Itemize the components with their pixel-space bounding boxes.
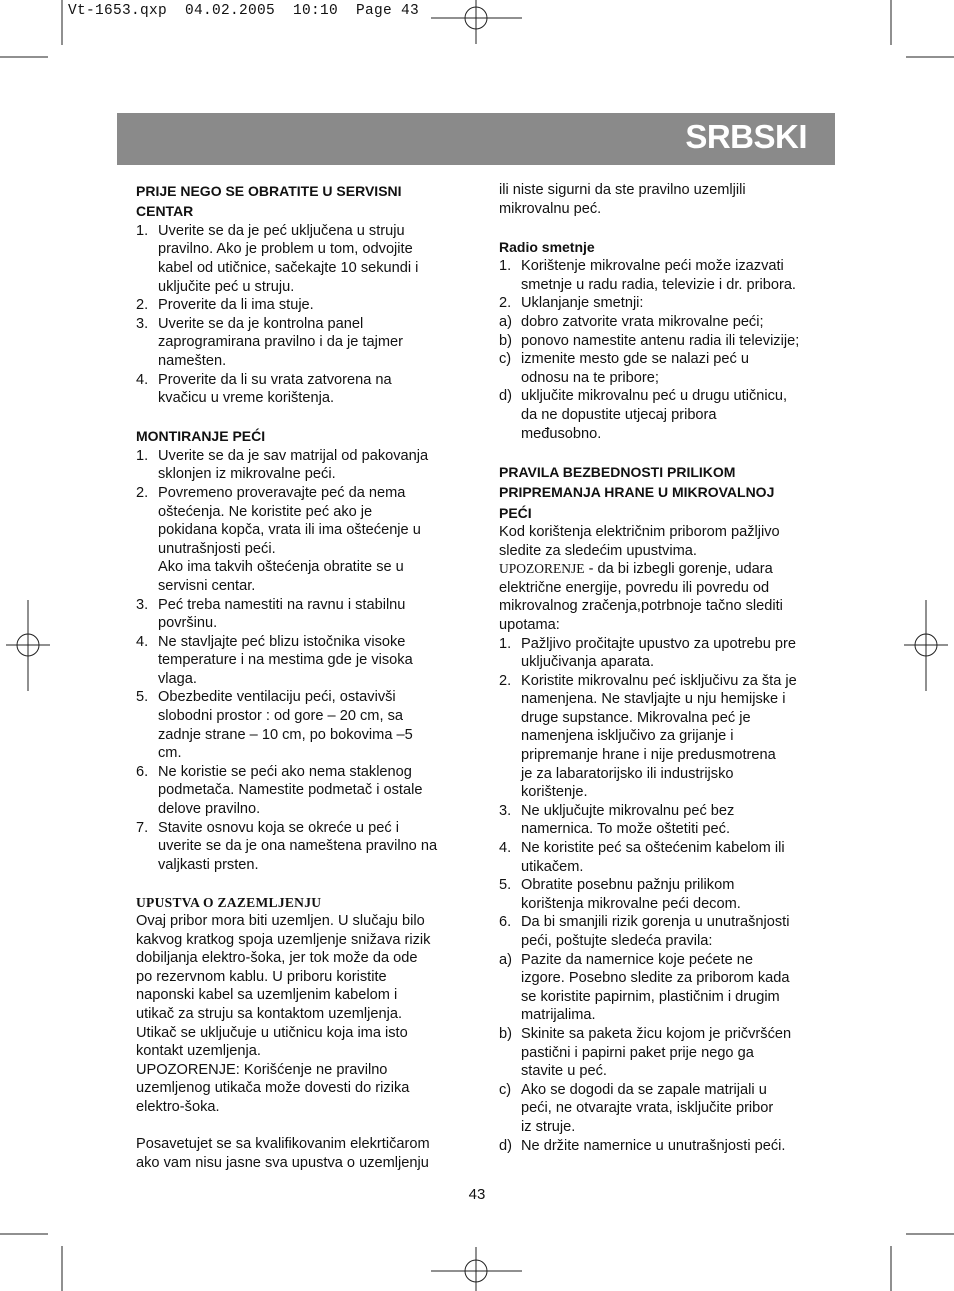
list-item-line: Skinite sa paketa žicu kojom je pričvršćen xyxy=(521,1025,792,1042)
list-item xyxy=(136,596,458,633)
text-line: Posavetujet se sa kvalifikovanim elekrtičarom xyxy=(136,1136,430,1153)
text-line: elektro-šoka. xyxy=(136,1098,220,1115)
list-item xyxy=(499,913,821,950)
list-item-line: Uklanjanje smetnji: xyxy=(521,295,644,312)
list-item-line: Ne koristie se peći ako nema staklenog xyxy=(158,763,412,780)
text-line: naponski kabel sa uzemljenim kabelom i xyxy=(136,987,398,1004)
list-item-line: sklonjen iz mikrovalne peći. xyxy=(158,466,336,483)
list-item-line: Obezbedite ventilaciju peći, ostavivši xyxy=(158,689,396,706)
list-item-line: pravilno. Ako je problem u tom, odvojite xyxy=(158,241,413,258)
list-item-line: Ako se dogodi da se zapale matrijali u xyxy=(521,1081,767,1098)
list-item-line: međusobno. xyxy=(521,425,602,442)
list-item-number: 3. xyxy=(499,802,512,819)
text-line: kakvog kratkog spoja uzemljenje snižava rizik xyxy=(136,931,431,948)
list-item xyxy=(499,294,821,313)
list-item xyxy=(136,688,458,762)
list-item-line: delove pravilno. xyxy=(158,801,261,818)
list-item xyxy=(499,257,821,294)
list-item-line: Proverite da li su vrata zatvorena na xyxy=(158,371,392,388)
list-item-text xyxy=(521,257,821,294)
text-line: ako vam nisu jasne sva upustva o uzemljenju xyxy=(136,1154,429,1171)
list-item-number: 4. xyxy=(136,371,149,388)
section-title-safety: PRAVILA BEZBEDNOSTI PRILIKOM PRIPREMANJA HRANE U MIKROVALNOJ PEĆI xyxy=(499,463,775,521)
list-item-line: Uverite se da je sav matrijal od pakovanja xyxy=(158,447,429,464)
list-item xyxy=(499,876,821,913)
list-item-text xyxy=(521,387,821,443)
safety-warning-lines xyxy=(499,579,821,635)
text-line: dobiljanja elektro-šoka, jer tok može da ode xyxy=(136,950,418,967)
list-item-line: Uverite se da je peć uključena u struju xyxy=(158,222,405,239)
list-item-line: Uverite se da je kontrolna panel xyxy=(158,315,364,332)
list-item-line: namenjena. Ne stavljajte u nju hemijske i xyxy=(521,691,786,708)
text-line: upotama: xyxy=(499,616,560,633)
text-line: mikrovalnog zračenja,potrbnoje tačno slediti xyxy=(499,598,783,615)
list-item-text xyxy=(521,839,821,876)
list-item-line: podmetača. Namestite podmetač i ostale xyxy=(158,782,423,799)
list-item-number: 6. xyxy=(136,763,149,780)
list-item-line: namešten. xyxy=(158,352,227,369)
list-item-number: 7. xyxy=(136,819,149,836)
text-line: ili niste sigurni da ste pravilno uzemljili xyxy=(499,182,746,198)
list-item-line: površinu. xyxy=(158,615,218,632)
list-item-number: 2. xyxy=(499,295,512,312)
printer-slug: Vt-1653.qxp 04.02.2005 10:10 Page 43 xyxy=(68,3,420,19)
list-item xyxy=(499,350,821,387)
list-item-line: uključivanja aparata. xyxy=(521,654,655,671)
list-item-line: korištenje. xyxy=(521,784,588,801)
list-item-line: peći, poštujte sledeća pravila: xyxy=(521,933,713,949)
text-line: UPOZORENJE: Korišćenje ne pravilno xyxy=(136,1061,388,1078)
warning-text: - da bi izbegli gorenje, udara xyxy=(584,561,773,578)
list-item-line: vlaga. xyxy=(158,670,197,687)
list-item-text xyxy=(158,222,458,296)
list-item-line: Ne stavljajte peć blizu istočnika visoke xyxy=(158,633,406,650)
list-item xyxy=(136,819,458,875)
list-item-line: Pazite da namernice koje pećete ne xyxy=(521,951,754,968)
list-item xyxy=(499,1081,821,1137)
list-item-text xyxy=(521,951,821,1025)
list-item-text xyxy=(521,913,821,950)
list-item-line: ponovo namestite antenu radia ili televizije; xyxy=(521,332,800,349)
list-item xyxy=(499,1137,821,1156)
list-item xyxy=(136,296,458,315)
text-line: električne energije, povredu ili povredu od xyxy=(499,579,770,596)
list-item xyxy=(499,332,821,351)
list-item xyxy=(136,222,458,296)
list-item-number: d) xyxy=(499,388,512,405)
list-item-line: Korištenje mikrovalne peći može izazvati xyxy=(521,258,784,275)
list-item-number: 5. xyxy=(136,689,149,706)
list-item-text xyxy=(521,332,821,351)
list-item-text xyxy=(521,350,821,387)
grounding-continued xyxy=(499,181,821,218)
list-item-line: kvačicu u vreme korištenja. xyxy=(158,390,335,407)
list-item xyxy=(499,672,821,802)
list-item-number: c) xyxy=(499,351,512,368)
list-item-line: zadnje strane – 10 cm, po bokovima –5 xyxy=(158,726,413,743)
list-item xyxy=(136,484,458,596)
list-item-text xyxy=(521,313,821,332)
safety-list xyxy=(499,635,821,1156)
list-item-line: stavite u peć. xyxy=(521,1063,607,1080)
list-item-text xyxy=(158,596,458,633)
section-title-installation: MONTIRANJE PEĆI xyxy=(136,428,266,445)
list-item-number: a) xyxy=(499,951,512,968)
list-item-line: Da bi smanjili rizik gorenja u unutrašnjosti xyxy=(521,914,790,931)
list-item-line: druge supstance. Mikrovalna peć je xyxy=(521,709,751,726)
list-item-line: Ne držite namernice u unutrašnjosti peći. xyxy=(521,1137,786,1154)
list-item-line: izmenite mesto gde se nalazi peć u xyxy=(521,351,749,368)
list-item-line: temperature i na mestima gde je visoka xyxy=(158,652,413,669)
left-column xyxy=(136,181,458,1172)
list-item-text xyxy=(521,876,821,913)
list-item-line: servisni centar. xyxy=(158,577,256,594)
list-item-text xyxy=(158,688,458,762)
list-item-number: d) xyxy=(499,1137,512,1154)
list-item-number: a) xyxy=(499,313,512,330)
list-item-line: da ne dopustite utjecaj pribora xyxy=(521,406,717,423)
list-item-line: Ne koristite peć sa oštećenim kabelom ili xyxy=(521,840,785,857)
list-item-line: oštećenja. Ne koristite peć ako je xyxy=(158,503,373,520)
text-line: utikač za struju sa kontaktom uzemljenja. xyxy=(136,1005,403,1022)
text-line: Ovaj pribor mora biti uzemljen. U slučaju bilo xyxy=(136,913,425,929)
warning-label: UPOZORENJE xyxy=(499,561,585,577)
list-item-line: pripremanje hrane i nije predusmotrena xyxy=(521,747,776,764)
list-item-text xyxy=(158,315,458,371)
list-item-line: se koristite papirnim, plastičnim i drugim xyxy=(521,988,780,1005)
list-item-line: uključite peć u struju. xyxy=(158,278,295,295)
list-item xyxy=(499,635,821,672)
list-item-number: c) xyxy=(499,1081,512,1098)
section-title-service: PRIJE NEGO SE OBRATITE U SERVISNI CENTAR xyxy=(136,183,402,220)
list-item-text xyxy=(521,294,821,313)
grounding-text xyxy=(136,912,458,1117)
list-item-text xyxy=(158,296,458,315)
list-item-text xyxy=(158,763,458,819)
installation-list xyxy=(136,447,458,875)
list-item-line: Obratite posebnu pažnju prilikom xyxy=(521,877,735,894)
list-item-text xyxy=(158,819,458,875)
list-item-line: valjkasti prsten. xyxy=(158,856,259,873)
list-item-line: cm. xyxy=(158,745,182,762)
section-title-radio: Radio smetnje xyxy=(499,238,595,255)
list-item-line: izgore. Posebno sledite za priborom kada xyxy=(521,970,790,987)
list-item-number: 2. xyxy=(136,484,149,501)
list-item xyxy=(136,763,458,819)
list-item-text xyxy=(521,802,821,839)
list-item-number: 5. xyxy=(499,877,512,894)
list-item-line: slobodni prostor : od gore – 20 cm, sa xyxy=(158,708,403,725)
section-title-grounding: UPUSTVA O ZAZEMLJENJU xyxy=(136,895,322,910)
list-item xyxy=(499,387,821,443)
list-item-line: korištenja mikrovalne peći decom. xyxy=(521,895,741,912)
right-column xyxy=(499,181,821,1155)
list-item-number: 1. xyxy=(136,447,149,464)
list-item-line: dobro zatvorite vrata mikrovalne peći; xyxy=(521,313,764,330)
list-item xyxy=(136,315,458,371)
list-item xyxy=(499,802,821,839)
list-item-line: je za labaratorijsko ili industrijsko xyxy=(521,765,734,782)
text-line: Kod korištenja električnim priborom pažljivo xyxy=(499,523,780,540)
list-item-number: 6. xyxy=(499,914,512,931)
grounding-advice xyxy=(136,1135,458,1172)
list-item-number: b) xyxy=(499,1025,512,1042)
text-line: po rezervnom kablu. U priboru koristite xyxy=(136,968,387,985)
list-item-line: matrijalima. xyxy=(521,1007,596,1024)
list-item-line: uverite se da je ona nameštena pravilno na xyxy=(158,838,438,855)
list-item xyxy=(499,1025,821,1081)
banner-title: SRBSKI xyxy=(685,118,807,155)
text-line: uzemljenog utikača može dovesti do rizika xyxy=(136,1080,410,1097)
list-item-text xyxy=(521,1081,821,1137)
list-item-number: b) xyxy=(499,332,512,349)
text-line: sledite za sledećim upustvima. xyxy=(499,542,697,559)
list-item-line: Stavite osnovu koja se okreće u peć i xyxy=(158,819,399,836)
list-item-line: uključite mikrovalnu peć u drugu utičnicu, xyxy=(521,388,788,405)
list-item-text xyxy=(521,1137,821,1156)
list-item-line: zaprogramirana pravilno i da je tajmer xyxy=(158,334,403,351)
list-item-line: kabel od utičnice, sačekajte 10 sekundi i xyxy=(158,260,419,276)
list-item xyxy=(499,839,821,876)
list-item-line: Povremeno proveravajte peć da nema xyxy=(158,484,406,501)
list-item xyxy=(499,313,821,332)
list-item-line: Ne uključujte mikrovalnu peć bez xyxy=(521,802,735,819)
list-item-line: Peć treba namestiti na ravnu i stabilnu xyxy=(158,596,406,613)
list-item-number: 1. xyxy=(499,635,512,652)
text-line: kontakt uzemljenja. xyxy=(136,1043,261,1060)
list-item-line: unutrašnjosti peći. xyxy=(158,540,276,557)
list-item-text xyxy=(158,447,458,484)
list-item-number: 1. xyxy=(136,222,149,239)
safety-intro xyxy=(499,523,821,560)
service-list xyxy=(136,222,458,408)
list-item-number: 4. xyxy=(136,633,149,650)
list-item-line: namernica. To može oštetiti peć. xyxy=(521,821,731,838)
language-banner xyxy=(117,113,835,165)
list-item xyxy=(136,633,458,689)
list-item-number: 3. xyxy=(136,315,149,332)
list-item-line: peći, ne otvarajte vrata, isključite pribor xyxy=(521,1100,774,1117)
page-number: 43 xyxy=(468,1186,486,1203)
list-item-text xyxy=(158,484,458,596)
list-item xyxy=(136,447,458,484)
list-item-text xyxy=(521,635,821,672)
list-item-text xyxy=(158,371,458,408)
list-item-line: Proverite da li ima stuje. xyxy=(158,297,314,314)
list-item-line: namenjena isključivo za grijanje i xyxy=(521,728,734,745)
list-item-line: pokidana kopča, vrata ili ima oštećenje u xyxy=(158,522,421,539)
list-item-line: smetnje u radu radia, televizie i dr. pribora. xyxy=(521,276,796,293)
list-item-text xyxy=(158,633,458,689)
text-line: mikrovalnu peć. xyxy=(499,200,602,217)
list-item-number: 3. xyxy=(136,596,149,613)
list-item-line: Ako ima takvih oštećenja obratite se u xyxy=(158,559,404,576)
list-item-line: Koristite mikrovalnu peć isključivu za šta je xyxy=(521,672,797,689)
list-item-number: 4. xyxy=(499,840,512,857)
list-item-text xyxy=(521,672,821,802)
list-item xyxy=(136,371,458,408)
list-item-line: iz struje. xyxy=(521,1118,576,1135)
list-item-line: pastični i papirni paket prije nego ga xyxy=(521,1044,754,1061)
list-item xyxy=(499,951,821,1025)
list-item-number: 1. xyxy=(499,258,512,275)
list-item-number: 2. xyxy=(136,297,149,314)
list-item-line: utikačem. xyxy=(521,858,584,875)
list-item-line: Pažljivo pročitajte upustvo za upotrebu pre xyxy=(521,635,797,652)
list-item-number: 2. xyxy=(499,672,512,689)
safety-warning xyxy=(499,560,821,579)
radio-list xyxy=(499,257,821,443)
text-line: Utikač se uključuje u utičnicu koja ima isto xyxy=(136,1024,408,1041)
list-item-text xyxy=(521,1025,821,1081)
list-item-line: odnosu na te pribore; xyxy=(521,369,659,386)
